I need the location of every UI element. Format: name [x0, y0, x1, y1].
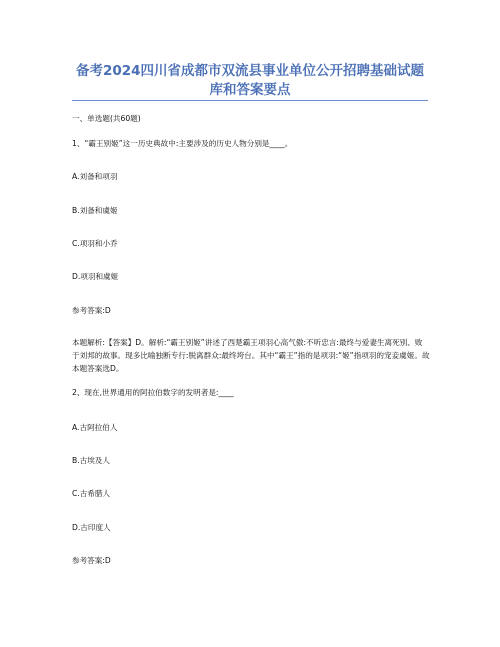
question-1-option-d: D.项羽和虞姬 — [72, 272, 119, 281]
question-1-stem: 1、“霸王别姬”这一历史典故中:主要涉及的历史人物分别是____。 — [72, 139, 293, 148]
title-divider — [72, 100, 428, 101]
question-2-answer: 参考答案:D — [72, 556, 111, 565]
title-line-1: 备考2024四川省成都市双流县事业单位公开招聘基础试题 — [75, 63, 425, 79]
question-1-option-a: A.刘备和项羽 — [72, 172, 118, 181]
question-1-answer: 参考答案:D — [72, 306, 111, 315]
question-1-explanation: 本题解析:【答案】D。解析:“霸王别姬”讲述了西楚霸王项羽心高气傲:不听忠言:最终与爱妻生离死别、败于刘邦的故事。现多比喻独断专行:脱离群众:最终垮台。其中“霸王”指的是项羽:“姬”指项羽的宠妾虞姬。故本题答案选D。 — [72, 338, 430, 373]
title-line-2: 库和答案要点 — [209, 82, 291, 98]
question-2-stem: 2、现在,世界通用的阿拉伯数字的发明者是:____ — [72, 388, 234, 397]
question-1-option-b: B.刘备和虞姬 — [72, 206, 118, 215]
document-title — [60, 62, 440, 100]
question-2-option-d: D.古印度人 — [72, 523, 111, 532]
question-2-option-b: B.古埃及人 — [72, 456, 110, 465]
question-1-option-c: C.项羽和小乔 — [72, 239, 118, 248]
question-2-option-c: C.古希腊人 — [72, 489, 111, 498]
question-2-option-a: A.古阿拉伯人 — [72, 423, 118, 432]
section-heading: 一、单选题(共60题) — [72, 114, 141, 123]
